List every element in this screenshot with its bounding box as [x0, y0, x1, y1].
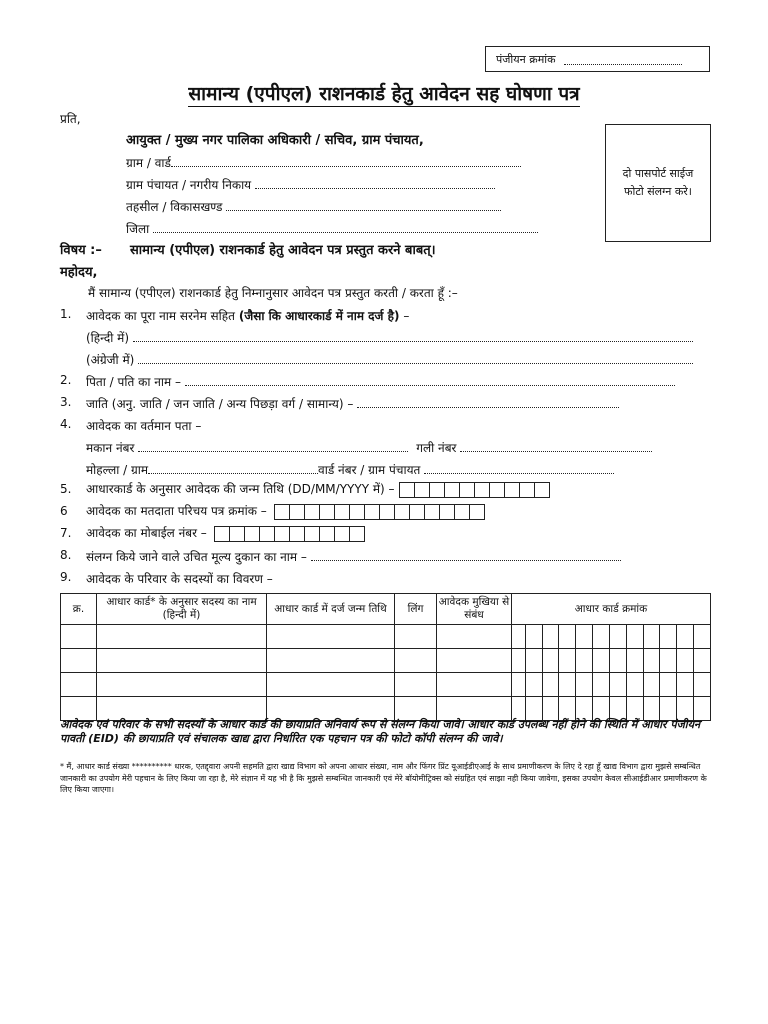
table-header-row	[61, 594, 711, 625]
subject-label: विषय :–	[60, 243, 102, 258]
gram-ward-field[interactable]	[171, 155, 521, 167]
father-husband-label: पिता / पति का नाम –	[86, 375, 182, 389]
table-cell[interactable]	[437, 649, 512, 673]
intro-text: मैं सामान्य (एपीएल) राशनकार्ड हेतु निम्नानुसार आवेदन पत्र प्रस्तुत करती / करता हूँ :–	[88, 286, 458, 300]
panchayat-label: ग्राम पंचायत / नगरीय निकाय	[126, 178, 252, 192]
tehsil-field[interactable]	[226, 199, 501, 211]
house-label: मकान नंबर	[86, 441, 135, 455]
house-row	[86, 439, 652, 456]
item-number-1: 1.	[60, 307, 72, 321]
registration-number-field[interactable]	[564, 53, 682, 65]
table-row	[61, 649, 711, 673]
table-cell[interactable]	[61, 673, 97, 697]
voter-id-label: आवेदक का मतदाता परिचय पत्र क्रमांक –	[86, 504, 267, 518]
item-number-6: 6	[60, 504, 68, 518]
item-3-row	[86, 395, 619, 412]
table-cell[interactable]	[61, 625, 97, 649]
mohalla-label: मोहल्ला / ग्राम	[86, 463, 149, 477]
mohalla-field[interactable]	[148, 462, 318, 474]
table-cell[interactable]	[395, 673, 437, 697]
registration-number-box[interactable]	[485, 46, 710, 72]
panchayat-field[interactable]	[255, 177, 495, 189]
table-cell[interactable]	[267, 673, 395, 697]
full-name-label: आवेदक का पूरा नाम सरनेम सहित	[86, 309, 235, 323]
street-field[interactable]	[460, 440, 652, 452]
mohalla-row	[86, 461, 614, 478]
table-cell[interactable]	[267, 697, 395, 721]
item-5-row	[86, 480, 550, 498]
district-row	[126, 220, 538, 237]
item-7-row	[86, 524, 365, 542]
item-number-9: 9.	[60, 570, 72, 584]
item-number-3: 3.	[60, 395, 72, 409]
family-members-table	[60, 593, 711, 721]
item-2-row	[86, 373, 675, 390]
father-husband-field[interactable]	[185, 374, 675, 386]
aadhaar-cell[interactable]	[512, 649, 711, 673]
table-cell[interactable]	[395, 625, 437, 649]
consent-declaration: * मैं, आधार कार्ड संख्या ********** धारक, एतद्द्वारा अपनी सहमति द्वारा खाद्य विभाग को अपना आधार संख्या, नाम और फिंगर प्रिंट यूआईडीएआई के साथ प्रमाणीकरण के लिए दे रहा हूँ खाद्य विभाग द्वारा मुझसे सम्बन्धित जानकारी का उपयोग मेरी पहचान के लिए किया जा रहा है, मेरे संज्ञान में यह भी है कि मुझसे सम्बन्धित जानकारी एवं मेरे बॉयोमीट्रिक्स को संग्रहित एवं साझा नही किया जावेगा, इसका उपयोग केवल सीआईडीआर प्रमाणीकरण के लिए किया जाएगा।	[60, 762, 707, 794]
aadhaar-cell[interactable]	[512, 697, 711, 721]
addressee-line: आयुक्त / मुख्य नगर पालिका अधिकारी / सचिव, ग्राम पंचायत,	[126, 133, 424, 148]
house-field[interactable]	[138, 440, 408, 452]
name-hindi-field[interactable]	[133, 330, 693, 342]
full-name-dash: –	[403, 309, 410, 323]
item-6-row	[86, 502, 485, 520]
photo-instruction: दो पासपोर्ट साईज फोटो संलग्न करे।	[622, 167, 694, 198]
table-cell[interactable]	[97, 625, 267, 649]
aadhaar-cell[interactable]	[512, 625, 711, 649]
caste-field[interactable]	[357, 396, 619, 408]
table-cell[interactable]	[97, 673, 267, 697]
col-dob: आधार कार्ड में दर्ज जन्म तिथि	[267, 594, 395, 625]
table-cell[interactable]	[395, 649, 437, 673]
col-relation: आवेदक मुखिया से संबंध	[437, 594, 512, 625]
col-aadhaar: आधार कार्ड क्रमांक	[512, 594, 711, 625]
item-number-7: 7.	[60, 526, 72, 540]
name-english-label: (अंग्रेजी में)	[86, 353, 135, 367]
tehsil-row	[126, 198, 501, 215]
ward-label: वार्ड नंबर / ग्राम पंचायत	[318, 463, 421, 477]
aadhaar-cell[interactable]	[512, 673, 711, 697]
full-name-note: (जैसा कि आधारकार्ड में नाम दर्ज है)	[238, 309, 400, 323]
item-number-4: 4.	[60, 417, 72, 431]
mobile-boxes[interactable]	[215, 526, 365, 542]
name-english-field[interactable]	[138, 352, 693, 364]
address-label: आवेदक का वर्तमान पता –	[86, 419, 202, 433]
table-cell[interactable]	[395, 697, 437, 721]
col-member-name: आधार कार्ड* के अनुसार सदस्य का नाम (हिन्दी में)	[97, 594, 267, 625]
page-title: सामान्य (एपीएल) राशनकार्ड हेतु आवेदन सह घोषणा पत्र	[188, 83, 580, 105]
mobile-label: आवेदक का मोबाईल नंबर –	[86, 526, 207, 540]
name-hindi-label: (हिन्दी में)	[86, 331, 130, 345]
panchayat-row	[126, 176, 495, 193]
voter-id-boxes[interactable]	[275, 504, 485, 520]
name-english-row	[86, 351, 693, 368]
table-cell[interactable]	[437, 697, 512, 721]
col-gender: लिंग	[395, 594, 437, 625]
col-serial: क्र.	[61, 594, 97, 625]
item-number-8: 8.	[60, 548, 72, 562]
prati-label: प्रति,	[60, 112, 81, 126]
family-details-label: आवेदक के परिवार के सदस्यों का विवरण –	[86, 572, 273, 586]
table-row	[61, 697, 711, 721]
gram-ward-label: ग्राम / वार्ड	[126, 156, 171, 170]
caste-label: जाति (अनु. जाति / जन जाति / अन्य पिछड़ा वर्ग / सामान्य) –	[86, 397, 354, 411]
registration-number-label: पंजीयन क्रमांक	[496, 52, 556, 66]
name-hindi-row	[86, 329, 693, 346]
fair-price-shop-field[interactable]	[311, 549, 621, 561]
district-label: जिला	[126, 222, 150, 236]
photo-box[interactable]	[605, 124, 711, 242]
table-row	[61, 625, 711, 649]
ward-field[interactable]	[424, 462, 614, 474]
table-cell[interactable]	[267, 649, 395, 673]
dob-boxes[interactable]	[400, 482, 550, 498]
item-8-row	[86, 548, 621, 565]
subject-text: सामान्य (एपीएल) राशनकार्ड हेतु आवेदन पत्र प्रस्तुत करने बाबत्।	[130, 243, 436, 258]
table-cell[interactable]	[61, 697, 97, 721]
item-number-2: 2.	[60, 373, 72, 387]
dob-label: आधारकार्ड के अनुसार आवेदक की जन्म तिथि (DD/MM/YYYY में) –	[86, 482, 395, 496]
item-1-row	[86, 307, 409, 324]
aadhaar-copy-note: आवेदक एवं परिवार के सभी सदस्यों के आधार कार्ड की छायाप्रति अनिवार्य रूप से संलग्न किया जावे। आधार कार्ड उपलब्ध नहीं होने की स्थिति में आधार पंजीयन पावती (EID) की छायाप्रति एवं संचालक खाद्य द्वारा निर्धारित एक पहचान पत्र की फोटो कॉपी संलग्न की जावे।	[60, 718, 701, 745]
district-field[interactable]	[153, 221, 538, 233]
street-label: गली नंबर	[416, 441, 457, 455]
table-cell[interactable]	[437, 625, 512, 649]
table-cell[interactable]	[97, 697, 267, 721]
table-cell[interactable]	[97, 649, 267, 673]
salutation: महोदय,	[60, 265, 98, 280]
table-cell[interactable]	[61, 649, 97, 673]
item-number-5: 5.	[60, 482, 72, 496]
table-cell[interactable]	[267, 625, 395, 649]
gram-ward-row	[126, 154, 521, 171]
tehsil-label: तहसील / विकासखण्ड	[126, 200, 223, 214]
table-row	[61, 673, 711, 697]
fair-price-shop-label: संलग्न किये जाने वाले उचित मूल्य दुकान का नाम –	[86, 550, 307, 564]
table-cell[interactable]	[437, 673, 512, 697]
